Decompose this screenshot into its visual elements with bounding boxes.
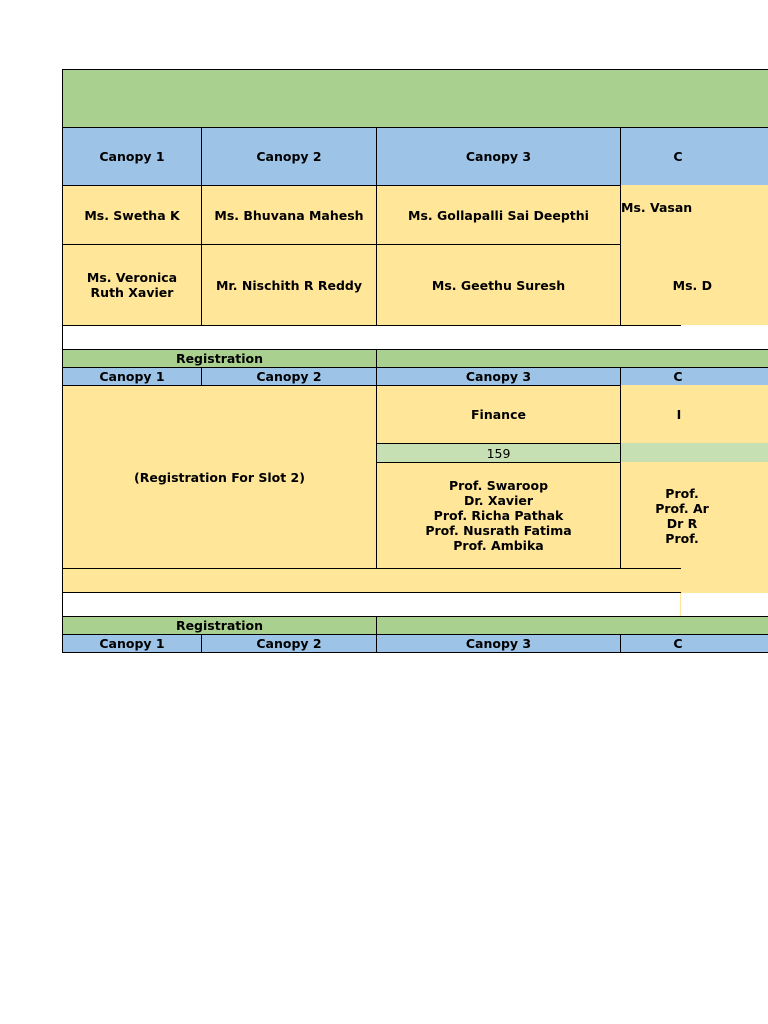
s2-canopy-3-header: Canopy 3 (376, 367, 621, 386)
row1-canopy3-cell: Ms. Gollapalli Sai Deepthi (376, 185, 621, 245)
registration-label: Registration (62, 349, 377, 368)
canopy-3-header: Canopy 3 (376, 127, 621, 186)
registration-band-rest (376, 349, 768, 368)
row1-canopy4-clip (620, 185, 693, 230)
s2-canopy4-topic: I (676, 406, 682, 422)
canopy-4-header-clip (620, 127, 683, 186)
s2-canopy-1-header: Canopy 1 (62, 367, 202, 386)
spacer-row-2 (62, 592, 681, 617)
s2-canopy4-count-bg (620, 443, 768, 463)
panelist: Prof. Swaroop (448, 478, 549, 493)
row2-canopy1-cell: Ms. Veronica Ruth Xavier (62, 244, 202, 326)
canopy3-panel-cell (376, 462, 621, 569)
row2-canopy4-cell: Ms. D (672, 277, 712, 293)
spacer-row-1 (62, 325, 681, 350)
s2-canopy-2-header: Canopy 2 (201, 367, 377, 386)
row1-canopy2-cell: Ms. Bhuvana Mahesh (201, 185, 377, 245)
canopy-1-header: Canopy 1 (62, 127, 202, 186)
canopy3-count-cell: 159 (376, 443, 621, 463)
cut-mask-1 (681, 325, 768, 349)
canopy-2-header: Canopy 2 (201, 127, 377, 186)
row1-canopy4-cell: Ms. Vasan (621, 200, 693, 215)
panelist: Prof. Richa Pathak (433, 508, 564, 523)
panelist: Prof. Ambika (453, 538, 544, 553)
panelist: Prof. (665, 485, 699, 501)
panelist: Prof. Nusrath Fatima (425, 523, 572, 538)
s2-canopy-4-header-clip (620, 367, 683, 386)
s3-canopy-3-header: Canopy 3 (376, 634, 621, 653)
title-band (62, 69, 768, 128)
s3-canopy-2-header: Canopy 2 (201, 634, 377, 653)
panelist: Dr R (666, 515, 698, 531)
s3-canopy-4-header: C (673, 636, 683, 651)
s3-canopy-4-header-clip (620, 634, 683, 653)
s2-canopy4-panel-clip (620, 462, 709, 569)
canopy3-topic-cell: Finance (376, 385, 621, 444)
s2-canopy4-topic-clip (620, 385, 680, 443)
canopy-4-header: C (673, 149, 683, 164)
s2-canopy4-panel (620, 462, 744, 569)
row2-canopy4-clip (620, 244, 712, 326)
registration-label-2: Registration (62, 616, 377, 635)
yellow-strip-row (62, 568, 681, 593)
panelist: Prof. Ar (655, 500, 709, 516)
panelist: Dr. Xavier (463, 493, 533, 508)
panelist: Prof. (665, 530, 699, 546)
row2-canopy2-cell: Mr. Nischith R Reddy (201, 244, 377, 326)
row1-canopy1-cell: Ms. Swetha K (62, 185, 202, 245)
s2-canopy-4-header: C (673, 369, 683, 384)
slot-note-cell: (Registration For Slot 2) (62, 385, 377, 569)
cut-mask-2 (681, 593, 768, 616)
s3-canopy-1-header: Canopy 1 (62, 634, 202, 653)
registration-band-rest-2 (376, 616, 768, 635)
row2-canopy3-cell: Ms. Geethu Suresh (376, 244, 621, 326)
